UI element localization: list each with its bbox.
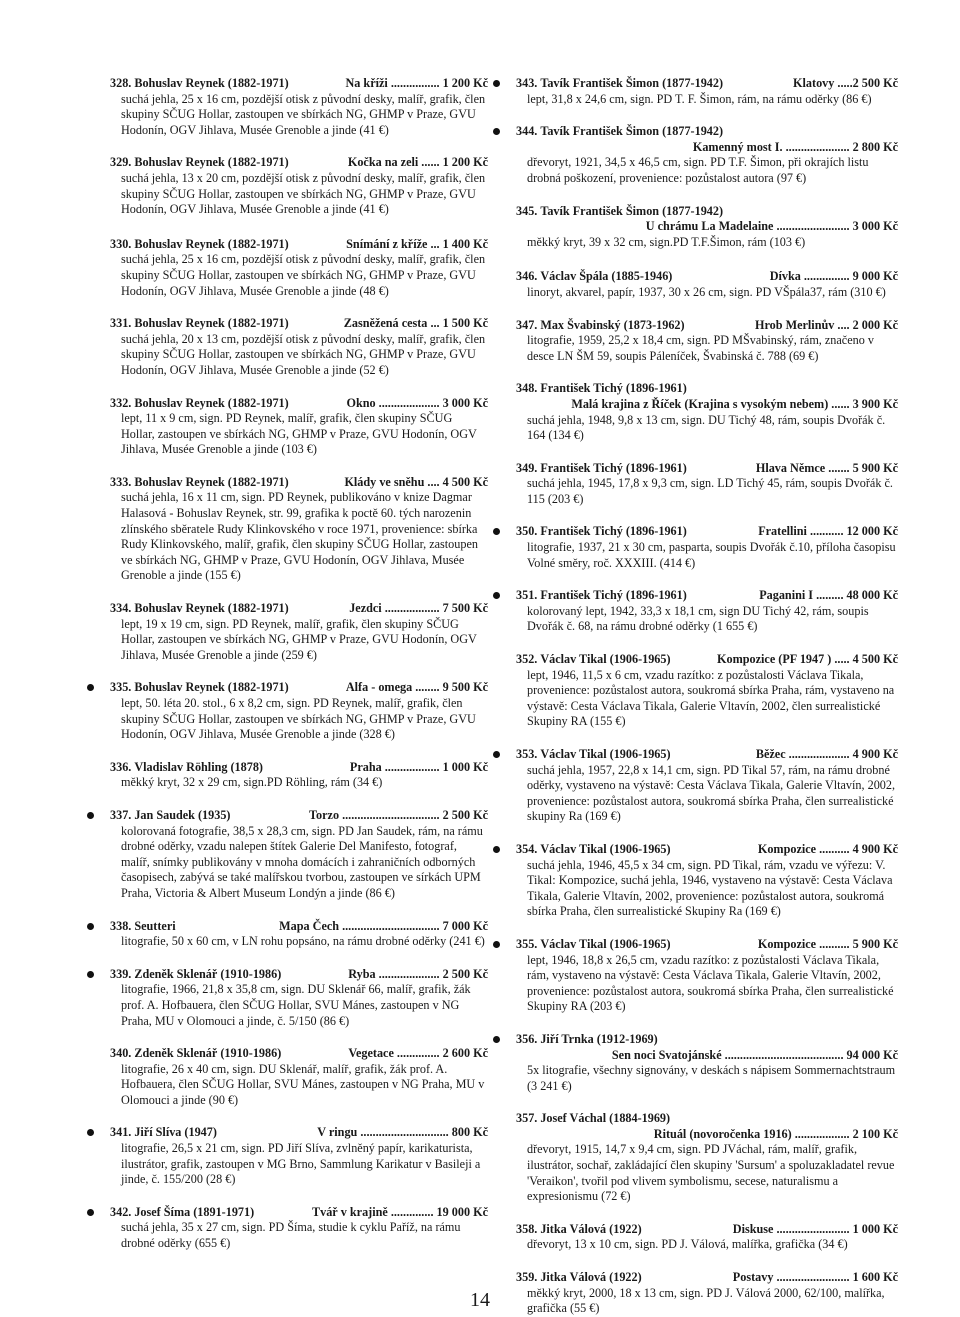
lot-header (516, 842, 898, 858)
lot-entry (84, 155, 488, 217)
lot-artist: Václav Špála (1885-1946) (540, 269, 673, 284)
lot-entry (84, 76, 488, 138)
lot-description: litografie, 1959, 25,2 x 18,4 cm, sign. PD MŠvabinský, rám, značeno v desce LN ŠM 59, soupis Páleníček, Švabinská č. 788 (69 €) (527, 333, 874, 363)
lot-header (516, 124, 898, 140)
lot-title-price: Okno .................... 3 000 Kč (346, 395, 488, 410)
lot-entry (490, 842, 898, 920)
lot-description: lept, 31,8 x 24,6 cm, sign. PD T. F. Šimon, rám, na rámu oděrky (86 €) (527, 91, 872, 106)
lot-title-price: Běžec .................... 4 900 Kč (755, 747, 898, 761)
lot-title-price: Torzo ................................ 2 500 Kč (309, 807, 488, 822)
bullet-icon (87, 923, 94, 930)
lot-title-price: Kompozice .......... 4 900 Kč (757, 841, 898, 856)
lot-title-price: Klatovy .....2 500 Kč (793, 76, 898, 90)
bullet-icon (493, 80, 500, 87)
lot-entry (490, 381, 898, 443)
lot-artist: Bohuslav Reynek (1882-1971) (134, 601, 289, 616)
lot-number: 356. (516, 1031, 538, 1046)
lot-artist: Václav Tikal (1906-1965) (540, 936, 671, 951)
lot-header (516, 381, 898, 397)
lot-artist: Max Švabinský (1873-1962) (540, 317, 685, 332)
page-number: 14 (470, 1289, 490, 1311)
lot-artist: Bohuslav Reynek (1882-1971) (134, 316, 289, 331)
lot-header (110, 808, 488, 824)
bullet-icon (493, 846, 500, 853)
lot-description: dřevoryt, 1915, 14,7 x 9,4 cm, sign. PD JVáchal, rám, malíř, grafik, ilustrátor, sochař, zakládající člen skupiny 'Sursum' a spoluzakladatel revue 'Veraikon', tvořil pod vlivem symbolismu, secese, naturalismu a expresionismu (72 €) (527, 1142, 895, 1204)
lot-header (516, 652, 898, 668)
lot-description: litografie, 50 x 60 cm, v LN rohu popsáno, na rámu drobné oděrky (241 €) (121, 934, 485, 949)
lot-artist: Bohuslav Reynek (1882-1971) (134, 76, 289, 90)
lot-number: 334. (110, 601, 132, 616)
lot-description: suchá jehla, 1945, 17,8 x 9,3 cm, sign. LD Tichý 45, rám, soupis Dvořák č. 115 (203 €) (527, 476, 893, 506)
lot-title-price: Mapa Čech ................................ 7 000 Kč (279, 918, 488, 933)
lot-entry (84, 237, 488, 299)
lot-description: suchá jehla, 16 x 11 cm, sign. PD Reynek, publikováno v knize Dagmar Halasová - Bohuslav Reynek, str. 99, grafika k poctě 60. tých narozenin zlínského sběratele Rudy Klinkovského v roce 1971, provenience: sbírka Rudy Klinkovského, malíř, grafik, člen skupiny SČUG Hollar, zastoupen ve sbírkách NG, GHMP v Praze, GVU Hodonín, OGV Jihlava, Musée Grenoble a jinde (155 €) (121, 490, 478, 583)
lot-description: suchá jehla, 25 x 16 cm, pozdější otisk z původní desky, malíř, grafik, člen skupiny SČUG Hollar, zastoupen ve sbírkách NG, GHMP v Praze, GVU Hodonín, OGV Jihlava, Musée Grenoble a jinde (41 €) (121, 91, 486, 137)
lot-entry (84, 475, 488, 584)
lot-header (110, 680, 488, 696)
lot-title-price: Kompozice .......... 5 900 Kč (757, 936, 898, 951)
lot-artist: Václav Tikal (1906-1965) (540, 841, 671, 856)
lot-description: dřevoryt, 13 x 10 cm, sign. PD J. Válová, malířka, grafička (34 €) (527, 1237, 848, 1252)
lot-header (110, 760, 488, 776)
lot-entry (490, 124, 898, 186)
lot-description: litografie, 1966, 21,8 x 35,8 cm, sign. DU Sklenář 66, malíř, grafik, žák prof. A. Hofbauera, člen SČUG Hollar, SVU Mánes, zastoupen v NG Praha, MU v Olomouci a jinde, č. 5/150 (86 €) (121, 982, 471, 1028)
bullet-icon (493, 751, 500, 758)
lot-artist: Tavík František Šimon (1877-1942) (540, 76, 724, 90)
lot-description: suchá jehla, 1948, 9,8 x 13 cm, sign. DU Tichý 48, rám, soupis Dvořák č. 164 (134 €) (527, 412, 886, 443)
lot-artist: Vladislav Röhling (1878) (134, 759, 263, 774)
lot-artist: Bohuslav Reynek (1882-1971) (134, 155, 289, 170)
lot-number: 358. (516, 1221, 538, 1236)
lot-artist: Bohuslav Reynek (1882-1971) (134, 474, 289, 489)
lot-entry (490, 318, 898, 365)
lot-number: 344. (516, 124, 538, 139)
lot-artist: Jan Saudek (1935) (134, 807, 231, 822)
lot-entry (84, 760, 488, 791)
lot-description: litografie, 1937, 21 x 30 cm, pasparta, soupis Dvořák č.10, příloha časopisu Volné směry, roč. XXXIII. (414 €) (527, 540, 896, 570)
lot-description: suchá jehla, 1946, 45,5 x 34 cm, sign. PD Tikal, rám, vzadu ve výřezu: V. Tikal: Kompozice, suchá jehla, 1946, vystaveno na výstavě: Cesta Václava Tikala, Galerie Vltavín, 2002, provenience: pozůstalost autora, soukromá sbírka Praha, člen surrealistické Skupiny Ra (169 €) (527, 857, 893, 919)
lot-title-price: Kompozice (PF 1947 ) ..... 4 500 Kč (717, 652, 898, 667)
lot-number: 345. (516, 203, 538, 218)
lot-header (110, 919, 488, 935)
lot-number: 355. (516, 936, 538, 951)
lot-artist: Jiří Slíva (1947) (134, 1125, 217, 1140)
bullet-icon (87, 1209, 94, 1216)
lot-artist: Václav Tikal (1906-1965) (540, 747, 671, 761)
lot-header (516, 1270, 898, 1286)
lot-description: suchá jehla, 20 x 13 cm, pozdější otisk z původní desky, malíř, grafik, člen skupiny SČUG Hollar, zastoupen ve sbírkách NG, GHMP v Praze, GVU Hodonín, OGV Jihlava, Musée Grenoble a jinde (52 €) (121, 331, 486, 377)
lot-title-price: Alfa - omega ........ 9 500 Kč (345, 680, 488, 695)
lot-title-price: Hrob Merlinův .... 2 000 Kč (755, 317, 898, 332)
lot-description: suchá jehla, 1957, 22,8 x 14,1 cm, sign. PD Tikal 57, rám, na rámu drobné oděrky, vystaveno na výstavě: Cesta Václava Tikala, Galerie Vltavín, 2002, provenience: pozůstalost autora, soukromá sbírka Praha, člen surrealistické skupiny Ra (169 €) (527, 762, 896, 824)
lot-artist: Josef Váchal (1884-1969) (540, 1111, 671, 1126)
lot-entry (84, 919, 488, 950)
lot-description: kolorovaný lept, 1942, 33,3 x 18,1 cm, sign DU Tichý 42, rám, soupis Dvořák č. 68, na rámu drobné oděrky (1 655 €) (527, 603, 869, 634)
lot-number: 332. (110, 395, 132, 410)
lot-title-price: Snímání z kříže ... 1 400 Kč (346, 236, 488, 251)
lot-header (110, 316, 488, 332)
lot-description: lept, 11 x 9 cm, sign. PD Reynek, malíř, grafik, člen skupiny SČUG Hollar, zastoupen ve sbírkách NG, GHMP v Praze, GVU Hodonín, OGV Jihlava, Musée Grenoble a jinde (103 €) (121, 411, 477, 457)
lot-header (516, 76, 898, 92)
lot-entry (84, 316, 488, 378)
lot-title-price: Fratellini ........... 12 000 Kč (758, 524, 898, 539)
lot-title-price: Sen noci Svatojánské ....................................... 94 000 Kč (611, 1047, 898, 1062)
bullet-icon (87, 971, 94, 978)
lot-artist: Bohuslav Reynek (1882-1971) (134, 236, 289, 251)
lot-artist: Bohuslav Reynek (1882-1971) (134, 395, 289, 410)
lot-artist: Tavík František Šimon (1877-1942) (540, 124, 724, 139)
lot-number: 357. (516, 1111, 538, 1126)
lot-number: 342. (110, 1204, 132, 1219)
lot-title-price: Klády ve sněhu .... 4 500 Kč (344, 474, 488, 489)
lot-number: 351. (516, 588, 538, 603)
lot-description: měkký kryt, 39 x 32 cm, sign.PD T.F.Šimon, rám (103 €) (527, 234, 806, 249)
lot-description: lept, 1946, 18,8 x 26,5 cm, vzadu razítko: z pozůstalosti Václava Tikala, rám, vystaveno na výstavě: Cesta Václava Tikala, Galerie Vltavín, 2002, provenience: pozůstalost autora, soukromá sbírka Praha, člen surrealistické Skupiny RA (203 €) (527, 952, 894, 1014)
lot-header (110, 237, 488, 253)
lot-header (516, 524, 898, 540)
lot-description: 5x litografie, všechny signovány, v deskách s nápisem Sommernachtstraum (3 241 €) (527, 1063, 896, 1093)
lot-header (110, 967, 488, 983)
lot-title-price: Hlava Němce ....... 5 900 Kč (755, 460, 898, 475)
lot-entry (490, 76, 898, 107)
lot-title-price: Rituál (novoročenka 1916) .................. 2 100 Kč (653, 1126, 898, 1141)
lot-number: 341. (110, 1125, 132, 1140)
lot-entry (84, 967, 488, 1029)
bullet-icon (493, 528, 500, 535)
lot-artist: Václav Tikal (1906-1965) (540, 652, 671, 667)
lot-entry (490, 269, 898, 300)
lot-description: měkký kryt, 32 x 29 cm, sign.PD Röhling, rám (34 €) (121, 775, 383, 790)
lot-header (516, 461, 898, 477)
right-column (490, 76, 898, 1317)
lot-entry (490, 747, 898, 825)
lot-entry (490, 1032, 898, 1094)
lot-description: litografie, 26,5 x 21 cm, sign. PD Jiří Slíva, zvlněný papír, karikaturista, ilustrátor, grafik, zastoupen v MG Brno, Sammlung Karikatur v Basileji a jinde, č. 155/200 (28 €) (121, 1141, 481, 1187)
lot-number: 354. (516, 841, 538, 856)
lot-number: 346. (516, 269, 538, 284)
lot-header (516, 588, 898, 604)
lot-description: suchá jehla, 13 x 20 cm, pozdější otisk z původní desky, malíř, grafik, člen skupiny SČUG Hollar, zastoupen ve sbírkách NG, GHMP v Praze, GVU Hodonín, OGV Jihlava, Musée Grenoble a jinde (41 €) (121, 170, 486, 217)
lot-number: 348. (516, 381, 538, 396)
lot-artist: Jitka Válová (1922) (540, 1221, 642, 1236)
lot-number: 352. (516, 652, 538, 667)
lot-artist: Seutteri (134, 918, 176, 933)
lot-artist: František Tichý (1896-1961) (540, 524, 687, 539)
lot-number: 333. (110, 474, 132, 489)
lot-number: 350. (516, 524, 538, 539)
bullet-icon (87, 684, 94, 691)
lot-title-price: Postavy ........................ 1 600 Kč (732, 1270, 898, 1285)
lot-header (516, 204, 898, 220)
lot-number: 339. (110, 966, 132, 981)
lot-description: kolorovaná fotografie, 38,5 x 28,3 cm, sign. PD Jan Saudek, rám, na rámu drobné oděrky, vzadu nalepen štítek Galerie Del Manifesto, fotograf, malíř, snímky publikovány v mnoha domácích i zahraničních odborných časopisech, zabývá se také malířskou tvorbou, zastoupen ve sírkách UPM Praha, Victoria & Albert Museum Londýn a jinde (86 €) (121, 823, 483, 900)
lot-number: 359. (516, 1270, 538, 1285)
lot-entry (490, 1222, 898, 1253)
lot-artist: František Tichý (1896-1961) (540, 588, 687, 603)
lot-artist: Tavík František Šimon (1877-1942) (540, 203, 724, 218)
lot-description: lept, 50. léta 20. stol., 6 x 8,2 cm, sign. PD Reynek, malíř, grafik, člen skupiny SČUG Hollar, zastoupen ve sbírkách NG, GHMP v Praze, GVU Hodonín, OGV Jihlava, Musée Grenoble a jinde (328 €) (121, 696, 476, 742)
lot-entry (490, 937, 898, 1015)
lot-header (516, 1222, 898, 1238)
lot-number: 349. (516, 460, 538, 475)
lot-header (516, 1032, 898, 1048)
lot-entry (84, 808, 488, 902)
lot-artist: František Tichý (1896-1961) (540, 381, 687, 396)
lot-title-price: U chrámu La Madelaine ........................ 3 000 Kč (645, 219, 898, 234)
lot-artist: Jiří Trnka (1912-1969) (540, 1031, 658, 1046)
lot-description: suchá jehla, 35 x 27 cm, sign. PD Šíma, studie k cyklu Paříž, na rámu drobné oděrky (655 €) (121, 1220, 461, 1251)
lot-description: dřevoryt, 1921, 34,5 x 46,5 cm, sign. PD T.F. Šimon, při okrajích listu drobná poškození, provenience: pozůstalost autora (97 €) (527, 155, 869, 185)
lot-header (516, 1111, 898, 1127)
bullet-icon (493, 1036, 500, 1043)
lot-number: 335. (110, 680, 132, 695)
bullet-icon (87, 812, 94, 819)
bullet-icon (87, 1129, 94, 1136)
lot-number: 347. (516, 317, 538, 332)
lot-entry (490, 652, 898, 730)
lot-title-price: Zasněžená cesta ... 1 500 Kč (343, 316, 488, 331)
lot-artist: Zdeněk Sklenář (1910-1986) (134, 1046, 282, 1061)
lot-title-price: Ryba .................... 2 500 Kč (348, 966, 488, 981)
lot-entry (490, 204, 898, 251)
lot-header (516, 747, 898, 763)
lot-description: linoryt, akvarel, papír, 1937, 30 x 26 cm, sign. PD VŠpála37, rám (310 €) (527, 284, 886, 299)
lot-header (110, 1125, 488, 1141)
lot-title-price: Kamenný most I. ..................... 2 800 Kč (692, 139, 898, 154)
lot-header (110, 1046, 488, 1062)
bullet-icon (493, 592, 500, 599)
lot-title-price: Paganini I ......... 48 000 Kč (759, 588, 898, 603)
lot-title-price: Diskuse ........................ 1 000 Kč (732, 1221, 898, 1236)
lot-title-price: Kočka na zeli ...... 1 200 Kč (347, 155, 488, 170)
lot-title-price: Praha .................. 1 000 Kč (349, 759, 488, 774)
lot-number: 340. (110, 1046, 132, 1061)
lot-entry (490, 588, 898, 635)
left-column (84, 76, 488, 1252)
lot-title-price: Tvář v krajině .............. 19 000 Kč (311, 1204, 488, 1219)
lot-artist: Bohuslav Reynek (1882-1971) (134, 680, 289, 695)
lot-header (516, 318, 898, 334)
lot-number: 338. (110, 918, 132, 933)
lot-number: 330. (110, 236, 132, 251)
lot-entry (84, 680, 488, 742)
lot-header (110, 76, 488, 92)
lot-artist: František Tichý (1896-1961) (540, 460, 687, 475)
lot-entry (84, 1125, 488, 1187)
lot-number: 337. (110, 807, 132, 822)
lot-header (110, 475, 488, 491)
lot-title-price: Na kříži ................ 1 200 Kč (345, 76, 488, 90)
lot-description: lept, 19 x 19 cm, sign. PD Reynek, malíř, grafik, člen skupiny SČUG Hollar, zastoupen ve sbírkách NG, GHMP v Praze, GVU Hodonín, OGV Jihlava, Musée Grenoble a jinde (259 €) (121, 616, 477, 662)
lot-header (110, 155, 488, 171)
lot-artist: Zdeněk Sklenář (1910-1986) (134, 966, 282, 981)
lot-description: suchá jehla, 25 x 16 cm, pozdější otisk z původní desky, malíř, grafik, člen skupiny SČUG Hollar, zastoupen ve sbírkách NG, GHMP v Praze, GVU Hodonín, OGV Jihlava, Musée Grenoble a jinde (48 €) (121, 252, 486, 298)
lot-entry (490, 461, 898, 508)
lot-description: lept, 1946, 11,5 x 6 cm, vzadu razítko: z pozůstalosti Václava Tikala, provenience: pozůstalost autora, soukromá sbírka Praha, rám, vystaveno na výstavě: Cesta Václava Tikala, Galerie Vltavín, 2002, člen surrealistické Skupiny RA (155 €) (527, 667, 895, 729)
lot-header (110, 396, 488, 412)
lot-header (110, 601, 488, 617)
lot-title-price: Jezdci .................. 7 500 Kč (349, 601, 488, 616)
lot-entry (84, 601, 488, 663)
lot-title-price: V ringu ............................. 800 Kč (317, 1125, 488, 1140)
lot-entry (490, 1111, 898, 1205)
lot-number: 331. (110, 316, 132, 331)
lot-artist: Josef Šíma (1891-1971) (134, 1204, 255, 1219)
lot-number: 329. (110, 155, 132, 170)
lot-title-price: Dívka ............... 9 000 Kč (769, 269, 898, 284)
bullet-icon (493, 941, 500, 948)
lot-entry (84, 1205, 488, 1252)
lot-title-price: Vegetace .............. 2 600 Kč (348, 1046, 488, 1061)
lot-entry (490, 524, 898, 571)
lot-number: 353. (516, 747, 538, 761)
lot-description: litografie, 26 x 40 cm, sign. DU Sklenář, malíř, grafik, žák prof. A. Hofbauera, člen SČUG Hollar, SVU Mánes, zastoupen v NG Praha, MU v Olomouci a jinde (90 €) (121, 1061, 485, 1107)
lot-header (516, 937, 898, 953)
lot-header (516, 269, 898, 285)
lot-entry (84, 396, 488, 458)
lot-number: 336. (110, 759, 132, 774)
lot-number: 328. (110, 76, 132, 90)
bullet-icon (493, 128, 500, 135)
lot-description: měkký kryt, 2000, 18 x 13 cm, sign. PD J. Válová 2000, 62/100, malířka, grafička (55 €) (527, 1285, 885, 1316)
lot-number: 343. (516, 76, 538, 90)
lot-entry (84, 1046, 488, 1108)
lot-header (110, 1205, 488, 1221)
lot-title-price: Malá krajina z Říček (Krajina s vysokým nebem) ...... 3 900 Kč (571, 396, 898, 411)
lot-artist: Jitka Válová (1922) (540, 1270, 642, 1285)
